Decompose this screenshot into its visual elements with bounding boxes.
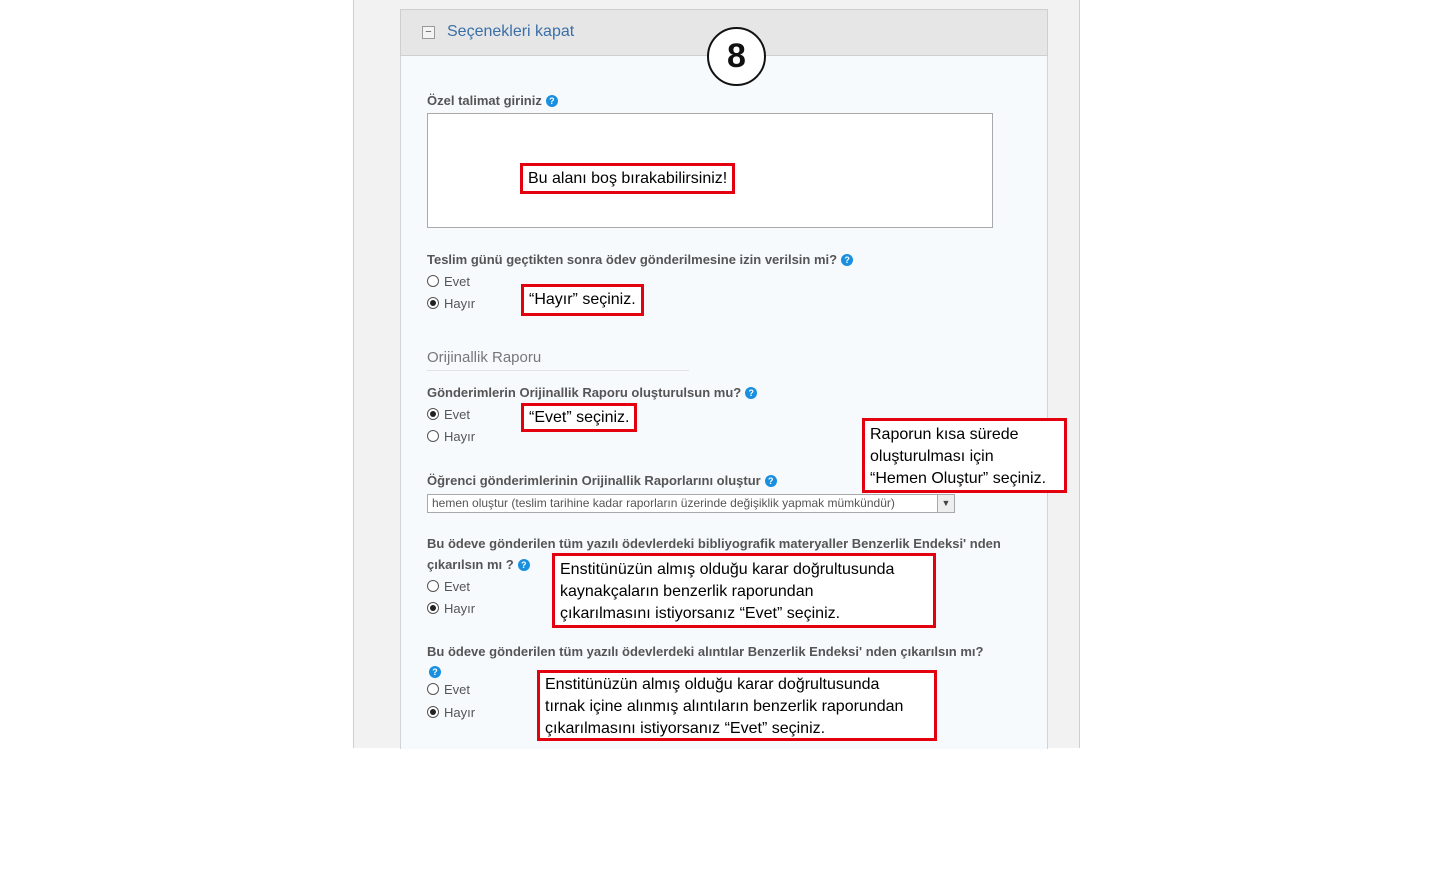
note-line: oluşturulması için bbox=[870, 448, 994, 465]
generate-report-yes-radio[interactable] bbox=[427, 407, 470, 422]
bibliography-no-radio[interactable] bbox=[427, 601, 475, 616]
instructions-label-text: Özel talimat giriniz bbox=[427, 93, 542, 108]
radio-label: Evet bbox=[444, 579, 471, 594]
annotation-bibliography bbox=[552, 553, 936, 628]
quotes-question: Bu ödeve gönderilen tüm yazılı ödevlerdeki alıntılar Benzerlik Endeksi' nden çıkarılsın mı? bbox=[427, 644, 984, 659]
note-line: “Hemen Oluştur” seçiniz. bbox=[870, 470, 1047, 487]
help-icon[interactable]: ? bbox=[546, 95, 558, 107]
note-line: tırnak içine alınmış alıntıların benzerlik raporundan bbox=[545, 698, 904, 715]
radio-icon bbox=[427, 275, 439, 287]
annotation-instructions: Bu alanı boş bırakabilirsiniz! bbox=[520, 163, 735, 194]
radio-label: Hayır bbox=[444, 601, 476, 616]
late-submission-question bbox=[427, 252, 853, 267]
radio-label: Hayır bbox=[444, 705, 476, 720]
collapse-options-link[interactable]: Seçenekleri kapat bbox=[447, 23, 575, 40]
note-line: Enstitünüzün almış olduğu karar doğrultusunda bbox=[545, 676, 880, 693]
note-line: Raporun kısa sürede bbox=[870, 426, 1019, 443]
annotation-generate-report: “Evet” seçiniz. bbox=[521, 403, 637, 432]
quotes-yes-radio[interactable] bbox=[427, 682, 470, 697]
report-timing-label-text: Öğrenci gönderimlerinin Orijinallik Raporlarını oluştur bbox=[427, 473, 761, 488]
quotes-no-radio[interactable] bbox=[427, 705, 475, 720]
bibliography-question-text: çıkarılsın mı ? bbox=[427, 557, 514, 572]
report-timing-label bbox=[427, 473, 777, 488]
radio-selected-icon bbox=[427, 297, 439, 309]
radio-label: Hayır bbox=[444, 429, 476, 444]
section-divider bbox=[427, 370, 689, 371]
note-line: kaynakçaların benzerlik raporundan bbox=[560, 583, 814, 600]
originality-section-title: Orijinallik Raporu bbox=[427, 349, 542, 366]
radio-selected-icon bbox=[427, 408, 439, 420]
radio-label: Evet bbox=[444, 407, 471, 422]
annotation-report-timing bbox=[862, 418, 1067, 493]
help-icon[interactable]: ? bbox=[518, 559, 530, 571]
radio-icon bbox=[427, 683, 439, 695]
chevron-down-icon[interactable]: ▼ bbox=[937, 495, 954, 512]
radio-icon bbox=[427, 430, 439, 442]
generate-report-question bbox=[427, 385, 757, 400]
note-line: çıkarılmasını istiyorsanız “Evet” seçiniz. bbox=[545, 720, 826, 737]
radio-selected-icon bbox=[427, 706, 439, 718]
radio-icon bbox=[427, 580, 439, 592]
select-value: hemen oluştur (teslim tarihine kadar raporların üzerinde değişiklik yapmak mümkündür) bbox=[432, 496, 895, 510]
help-icon[interactable]: ? bbox=[841, 254, 853, 266]
help-icon[interactable]: ? bbox=[765, 475, 777, 487]
report-timing-select[interactable] bbox=[427, 494, 955, 513]
late-submission-question-text: Teslim günü geçtikten sonra ödev gönderilmesine izin verilsin mi? bbox=[427, 252, 838, 267]
step-number-badge: 8 bbox=[707, 27, 766, 86]
annotation-late-submission: “Hayır” seçiniz. bbox=[521, 284, 644, 316]
radio-label: Hayır bbox=[444, 296, 476, 311]
bibliography-question-line1: Bu ödeve gönderilen tüm yazılı ödevlerdeki bibliyografik materyaller Benzerlik Endeksi' nden bbox=[427, 536, 1001, 551]
annotation-quotes bbox=[537, 670, 937, 741]
late-submission-yes-radio[interactable] bbox=[427, 274, 470, 289]
generate-report-no-radio[interactable] bbox=[427, 429, 475, 444]
note-line: çıkarılmasını istiyorsanız “Evet” seçiniz. bbox=[560, 605, 841, 622]
radio-label: Evet bbox=[444, 274, 471, 289]
radio-label: Evet bbox=[444, 682, 471, 697]
late-submission-no-radio[interactable] bbox=[427, 296, 475, 311]
bibliography-yes-radio[interactable] bbox=[427, 579, 470, 594]
bibliography-question-line2 bbox=[427, 557, 530, 572]
generate-report-question-text: Gönderimlerin Orijinallik Raporu oluşturulsun mu? bbox=[427, 385, 742, 400]
help-icon[interactable]: ? bbox=[429, 666, 441, 678]
instructions-label bbox=[427, 93, 558, 108]
note-line: Enstitünüzün almış olduğu karar doğrultusunda bbox=[560, 561, 895, 578]
radio-selected-icon bbox=[427, 602, 439, 614]
collapse-icon[interactable]: − bbox=[422, 26, 435, 39]
help-icon[interactable]: ? bbox=[745, 387, 757, 399]
